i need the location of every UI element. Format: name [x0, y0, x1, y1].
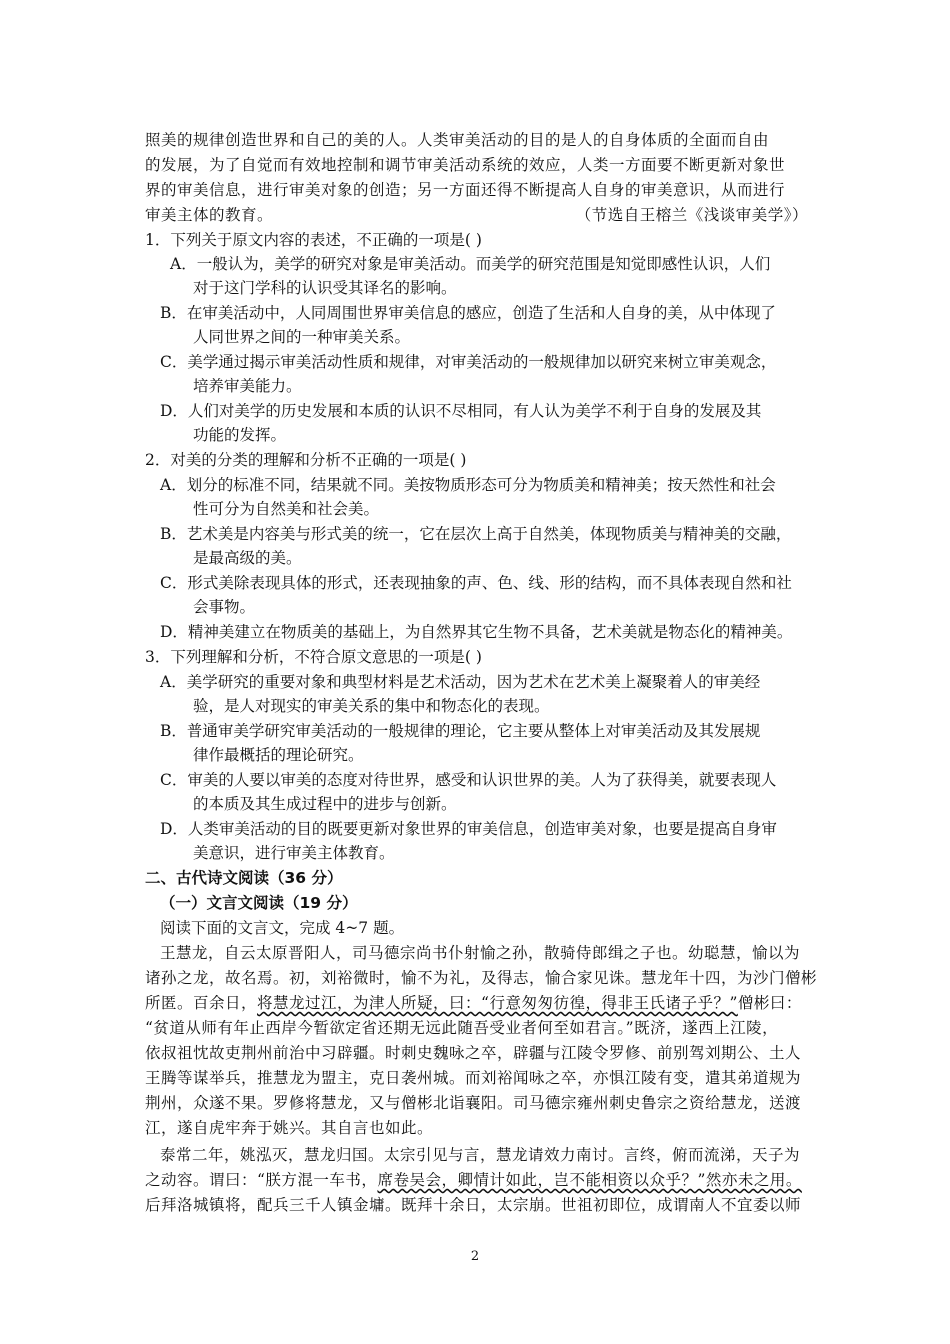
q3-option-a: A．美学研究的重要对象和典型材料是艺术活动，因为艺术在艺术美上凝聚着人的审美经	[160, 673, 761, 691]
question-3-stem: 3．下列理解和分析，不符合原文意思的一项是( )	[145, 648, 482, 666]
classical-text: 僧彬曰：	[737, 994, 802, 1012]
q1-option-c: C．美学通过揭示审美活动性质和规律，对审美活动的一般规律加以研究来树立审美观念，	[160, 353, 777, 371]
classical-line: 江，遂自虎牢奔于姚兴。其自言也如此。	[145, 1119, 434, 1137]
q2-option-a: A．划分的标准不同，结果就不同。美按物质形态可分为物质美和精神美；按天然性和社会	[160, 476, 776, 494]
q1-option-a-cont: 对于这门学科的认识受其译名的影响。	[193, 279, 457, 297]
q1-option-b-cont: 人同世界之间的一种审美关系。	[193, 328, 411, 346]
q3-option-a-cont: 验，是人对现实的审美关系的集中和物态化的表现。	[193, 697, 550, 715]
classical-text: 所匿。百余日，	[145, 994, 258, 1012]
page-number: 2	[470, 1249, 480, 1264]
classical-line	[145, 1168, 810, 1192]
classical-line: 泰常二年，姚泓灭，慧龙归国。太宗引见与言，慧龙请效力南讨。言终，俯而流涕，天子为	[160, 1146, 801, 1164]
q2-option-c-cont: 会事物。	[193, 598, 256, 616]
classical-line	[145, 991, 810, 1015]
q2-option-b-cont: 是最高级的美。	[193, 549, 302, 567]
source-citation: （节选自王榕兰《浅谈审美学》）	[575, 206, 808, 224]
classical-line: 王慧龙，自云太原晋阳人，司马德宗尚书仆射愉之孙，散骑侍郎缉之子也。幼聪慧，愉以为	[160, 944, 801, 962]
classical-line: 荆州，众遂不果。罗修将慧龙，又与僧彬北诣襄阳。司马德宗雍州刺史鲁宗之资给慧龙，送渡	[145, 1094, 802, 1112]
q1-option-a: A．一般认为，美学的研究对象是审美活动。而美学的研究范围是知觉即感性认识，人们	[170, 255, 771, 273]
classical-line: 诸孙之龙，故名焉。初，刘裕微时，愉不为礼，及得志，愉合家见诛。慧龙年十四，为沙门僧彬	[145, 969, 818, 987]
q2-option-c: C．形式美除表现具体的形式，还表现抽象的声、色、线、形的结构，而不具体表现自然和社	[160, 574, 792, 592]
q1-option-d: D．人们对美学的历史发展和本质的认识不尽相同，有人认为美学不利于自身的发展及其	[160, 402, 762, 420]
passage-line: 界的审美信息，进行审美对象的创造；另一方面还得不断提高人自身的审美意识，从而进行	[145, 181, 786, 199]
classical-line: 王腾等谋举兵，推慧龙为盟主，克日袭州城。而刘裕闻咏之卒，亦惧江陵有变，遣其弟道规为	[145, 1069, 802, 1087]
q3-option-c: C．审美的人要以审美的态度对待世界，感受和认识世界的美。人为了获得美，就要表现人	[160, 771, 777, 789]
passage-line: 审美主体的教育。	[145, 206, 274, 224]
q3-option-d: D．人类审美活动的目的既要更新对象世界的审美信息，创造审美对象，也要是提高自身审	[160, 820, 777, 838]
classical-text: 之动容。谓曰：“朕方混一车书，	[145, 1171, 378, 1189]
q1-option-d-cont: 功能的发挥。	[193, 426, 287, 444]
q2-option-d: D．精神美建立在物质美的基础上，为自然界其它生物不具备，艺术美就是物态化的精神美。	[160, 623, 793, 641]
q2-option-b: B．艺术美是内容美与形式美的统一，它在层次上高于自然美，体现物质美与精神美的交融，	[160, 525, 792, 543]
classical-line: 后拜洛城镇将，配兵三千人镇金墉。既拜十余日，太宗崩。世祖初即位，成谓南人不宜委以师	[145, 1196, 802, 1214]
q3-option-b: B．普通审美学研究审美活动的一般规律的理论，它主要从整体上对审美活动及其发展规	[160, 722, 761, 740]
question-1-stem: 1．下列关于原文内容的表述，不正确的一项是( )	[145, 231, 482, 249]
subsection-heading: （一）文言文阅读（19 分）	[160, 894, 358, 912]
underlined-sentence: 将慧龙过江，为津人所疑，曰：“行意匆匆彷徨，得非王氏诸子乎？”	[257, 994, 738, 1012]
passage-line: 照美的规律创造世界和自己的美的人。人类审美活动的目的是人的自身体质的全面而自由	[145, 131, 770, 149]
classical-line: 依叔祖忱故吏荆州前治中习辟疆。时刺史魏咏之卒，辟疆与江陵令罗修、前别驾刘期公、土人	[145, 1044, 802, 1062]
instruction: 阅读下面的文言文，完成 4~7 题。	[160, 919, 405, 937]
section-heading: 二、古代诗文阅读（36 分）	[145, 869, 343, 887]
question-2-stem: 2．对美的分类的理解和分析不正确的一项是( )	[145, 451, 467, 469]
q1-option-c-cont: 培养审美能力。	[193, 377, 302, 395]
q1-option-b: B．在审美活动中，人同周围世界审美信息的感应，创造了生活和人自身的美，从中体现了	[160, 304, 776, 322]
classical-line: “贫道从师有年止西岸今暂欲定省还期无远此随吾受业者何至如君言。”既济，遂西上江陵，	[145, 1019, 779, 1037]
q3-option-b-cont: 律作最概括的理论研究。	[193, 746, 364, 764]
passage-line: 的发展，为了自觉而有效地控制和调节审美活动系统的效应，人类一方面要不断更新对象世	[145, 156, 786, 174]
underlined-sentence: 席卷吴会，卿情计如此，岂不能相资以众乎？”然亦未之用。	[377, 1171, 802, 1189]
q3-option-d-cont: 美意识，进行审美主体教育。	[193, 844, 395, 862]
q2-option-a-cont: 性可分为自然美和社会美。	[193, 500, 380, 518]
q3-option-c-cont: 的本质及其生成过程中的进步与创新。	[193, 795, 457, 813]
